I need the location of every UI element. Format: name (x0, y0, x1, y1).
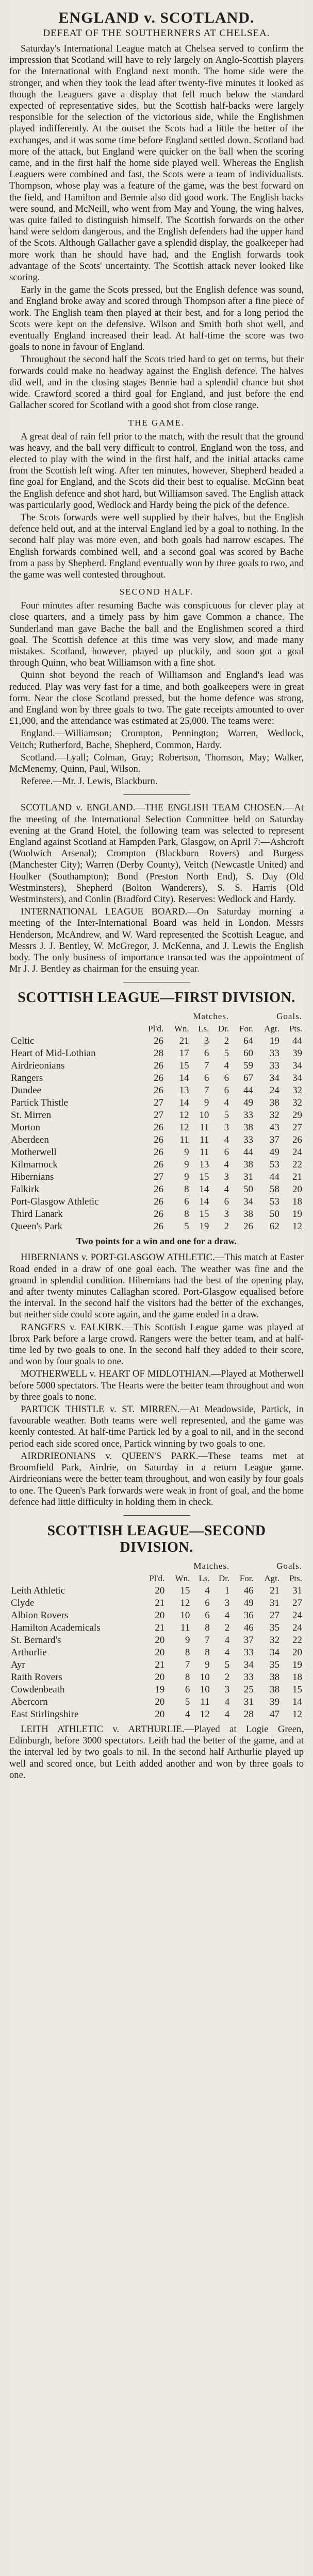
stat-cell: 53 (269, 1159, 279, 1171)
intro-paragraph-1: Saturday's International League match at Chelsea served to confirm the impression that Scotland will have to rely largely on Anglo-Scottish players for the International with England next month. The home side were the stronger, and when they took the lead after twenty-five minutes it looked as though the Leaguers gave a display that fell much below the standard expected of representative sides, but the Scottish half-backs were largely responsible for the selection of the victorious side, while the Englishmen played indifferently. At the outset the Scots had a little the better of the exchanges, and it was some time before England settled down. Scotland had more of the attack, but England were quicker on the ball when the scoring came, and in the first half the home side played well. Whereas the English Leaguers were combined and fast, the Scots were a team of individualists. Thompson, whose play was a feature of the game, was the best forward on the field, and Hamilton and Bennie also did good work. The English backs were sound, and McNeill, who went from May and Young, the wing halves, was quite failed to distinguish himself. The Scottish forwards on the other hand were seldom dangerous, and the English defenders had the upper hand of the Scots. Although Gallacher gave a splendid display, the goalkeeper had more work than he should have had, and the English forwards took advantage of the Scots' uncertainty. The Scottish attack never looked like scoring. (9, 43, 304, 283)
stat-cell: 4 (224, 1134, 229, 1146)
stat-cell: 27 (292, 1122, 302, 1133)
stat-cell: 47 (270, 1708, 280, 1720)
team-name-cell: Falkirk (11, 1184, 39, 1195)
team-name-cell: Hamilton Academicals (11, 1622, 101, 1633)
stat-cell: 5 (185, 1696, 190, 1707)
team-name-cell: Arthurlie (11, 1647, 47, 1658)
stat-cell: 21 (270, 1585, 280, 1596)
stat-cell: 39 (270, 1696, 280, 1707)
stat-cell: 26 (154, 1221, 164, 1232)
intro-paragraph-3: Throughout the second half the Scots tried hard to get on terms, but their forwards could make no headway against the English defence. The halves did well, and in the closing stages Bennie had a splendid chance but shot wide. Crawford scored a third goal for England, and just before the end Gallacher scored for Scotland with a good shot from close range. (9, 354, 304, 411)
stat-cell: 26 (154, 1159, 164, 1171)
stat-cell: 38 (270, 1671, 280, 1683)
stat-cell: 4 (224, 1708, 230, 1720)
stat-cell: 44 (269, 1172, 279, 1183)
stat-cell: 38 (243, 1122, 253, 1133)
column-header: Ls. (198, 1024, 209, 1034)
stat-cell: 26 (154, 1060, 164, 1072)
stat-cell: 27 (292, 1597, 302, 1608)
team-name-cell: Port-Glasgow Athletic (11, 1196, 99, 1208)
stat-cell: 12 (292, 1708, 302, 1720)
stat-cell: 14 (199, 1184, 209, 1195)
stat-cell: 19 (292, 1659, 302, 1670)
table-row (9, 1708, 304, 1721)
goals-group-label: Goals. (276, 1011, 302, 1022)
newspaper-column (9, 0, 304, 2576)
table-row (9, 1122, 304, 1134)
table-row (9, 1097, 304, 1109)
table-row (9, 1171, 304, 1183)
stat-cell: 24 (269, 1085, 279, 1096)
stat-cell: 21 (155, 1597, 165, 1608)
points-note: Two points for a win and one for a draw. (76, 1236, 237, 1247)
stat-cell: 22 (292, 1159, 302, 1171)
stat-cell: 11 (200, 1696, 210, 1707)
stat-cell: 10 (200, 1671, 210, 1683)
stat-cell: 31 (243, 1172, 253, 1183)
stat-cell: 13 (179, 1085, 189, 1096)
stat-cell: 31 (292, 1585, 302, 1596)
stat-cell: 26 (154, 1073, 164, 1084)
team-name-cell: Abercorn (11, 1696, 48, 1707)
stat-cell: 60 (243, 1048, 253, 1059)
stat-cell: 9 (184, 1147, 189, 1158)
stat-cell: 27 (154, 1097, 164, 1109)
stat-cell: 15 (199, 1172, 209, 1183)
stat-cell: 11 (200, 1122, 209, 1133)
stat-cell: 50 (243, 1184, 253, 1195)
team-name-cell: Celtic (11, 1036, 35, 1047)
stat-cell: 14 (199, 1196, 209, 1208)
stat-cell: 3 (224, 1684, 230, 1695)
stat-cell: 6 (204, 1048, 209, 1059)
stat-cell: 38 (243, 1209, 253, 1220)
matches-group-label: Matches. (193, 1561, 230, 1571)
stat-cell: 62 (269, 1221, 279, 1232)
column-header: Pl'd. (149, 1573, 165, 1583)
stat-cell: 4 (224, 1097, 229, 1109)
team-name-cell: East Stirlingshire (11, 1708, 79, 1720)
stat-cell: 38 (270, 1684, 280, 1695)
column-header: Pl'd. (148, 1024, 164, 1034)
table-row (9, 1060, 304, 1072)
team-name-cell: St. Mirren (11, 1110, 52, 1121)
stat-cell: 12 (200, 1708, 210, 1720)
stat-cell: 18 (292, 1196, 302, 1208)
stat-cell: 34 (269, 1073, 279, 1084)
stat-cell: 4 (224, 1159, 229, 1171)
stat-cell: 64 (243, 1036, 253, 1047)
stat-cell: 33 (269, 1048, 279, 1059)
stat-cell: 2 (224, 1622, 230, 1633)
stat-cell: 10 (200, 1684, 210, 1695)
stat-cell: 7 (204, 1060, 209, 1072)
stat-cell: 19 (199, 1221, 209, 1232)
goals-group-label: Goals. (276, 1561, 302, 1571)
stat-cell: 8 (185, 1671, 190, 1683)
game-paragraph-2: The Scots forwards were well supplied by their halves, but the English defence held out, and at the interval England led by a goal to nothing. In the second half play was more even, and both goals had narrow escapes. The English forwards combined well, and a second goal was scored by Bache from a pass by Shepherd. England eventually won by three goals to two, and the game was well contested throughout. (9, 512, 304, 580)
closing-report: LEITH ATHLETIC v. ARTHURLIE.—Played at Logie Green, Edinburgh, before 3000 spectators. Leith had the better of the game, and at the interval led by two goals to nil. In the second half Arthurlie played up well and scored once, but Leith added another and won by three goals to one. (9, 1723, 304, 1781)
column-header: For. (239, 1024, 253, 1034)
stat-cell: 8 (184, 1209, 189, 1220)
column-header: Agt. (264, 1024, 279, 1034)
stat-cell: 20 (155, 1696, 165, 1707)
stat-cell: 49 (269, 1147, 279, 1158)
stat-cell: 46 (243, 1622, 254, 1633)
stat-cell: 11 (180, 1622, 190, 1633)
stat-cell: 50 (269, 1209, 279, 1220)
stat-cell: 31 (243, 1696, 254, 1707)
stat-cell: 38 (269, 1097, 279, 1109)
table-body (9, 1585, 304, 1721)
column-header: Ls. (199, 1573, 210, 1583)
table-row (9, 1634, 304, 1647)
stat-cell: 21 (292, 1172, 302, 1183)
match-report-1: HIBERNIANS v. PORT-GLASGOW ATHLETIC.—This match at Easter Road ended in a draw of one goal each. The weather was fine and the ground in splendid condition. Hibernians had the best of the opening play, and after twenty minutes Callaghan scored. Port-Glasgow equalised before the interval. In the second half the visitors had the better of the exchanges, but neither side could score again, and the game ended in a draw. (9, 1252, 304, 1320)
stat-cell: 11 (179, 1134, 189, 1146)
stat-cell: 33 (269, 1060, 279, 1072)
stat-cell: 33 (243, 1647, 254, 1658)
team-name-cell: Rangers (11, 1073, 43, 1084)
stat-cell: 34 (243, 1659, 254, 1670)
stat-cell: 36 (243, 1609, 254, 1621)
stat-cell: 1 (224, 1585, 230, 1596)
stat-cell: 3 (224, 1122, 229, 1133)
stat-cell: 33 (243, 1671, 254, 1683)
stat-cell: 9 (204, 1097, 209, 1109)
stat-cell: 2 (224, 1036, 229, 1047)
stat-cell: 8 (205, 1622, 210, 1633)
stat-cell: 49 (243, 1097, 253, 1109)
stat-cell: 3 (224, 1209, 229, 1220)
table-row (9, 1146, 304, 1159)
stat-cell: 32 (269, 1110, 279, 1121)
stat-cell: 6 (224, 1147, 229, 1158)
stat-cell: 20 (292, 1647, 302, 1658)
stat-cell: 26 (154, 1134, 164, 1146)
stat-cell: 12 (179, 1122, 189, 1133)
stat-cell: 21 (155, 1659, 165, 1670)
team-name-cell: St. Bernard's (11, 1634, 61, 1646)
stat-cell: 44 (292, 1036, 302, 1047)
stat-cell: 12 (292, 1221, 302, 1232)
stat-cell: 22 (292, 1634, 302, 1646)
stat-cell: 38 (243, 1159, 253, 1171)
stat-cell: 26 (154, 1085, 164, 1096)
stat-cell: 9 (184, 1172, 189, 1183)
stat-cell: 14 (179, 1073, 189, 1084)
stat-cell: 26 (243, 1221, 253, 1232)
stat-cell: 18 (292, 1671, 302, 1683)
stat-cell: 6 (224, 1196, 229, 1208)
stat-cell: 19 (292, 1209, 302, 1220)
stat-cell: 13 (199, 1159, 209, 1171)
stat-cell: 37 (243, 1634, 254, 1646)
column-header: Wn. (174, 1024, 189, 1034)
second-division-table (9, 1560, 304, 1721)
stat-cell: 44 (243, 1147, 253, 1158)
column-header: Dr. (218, 1024, 229, 1034)
team-name-cell: Clyde (11, 1597, 35, 1608)
table-column-headers (9, 1572, 304, 1585)
section-second-half: SECOND HALF. (119, 587, 194, 597)
stat-cell: 32 (270, 1634, 280, 1646)
stat-cell: 53 (269, 1196, 279, 1208)
stat-cell: 43 (269, 1122, 279, 1133)
notice-league-board: INTERNATIONAL LEAGUE BOARD.—On Saturday morning a meeting of the Inter-International Board was held in London. Messrs Henderson, McAndrew, and W. Ward represented the Scottish League, and Messrs J. J. Bentley, W. McGregor, J. McKenna, and J. Lewis the English body. The only business of importance transacted was the appointment of Mr J. J. Bentley as chairman for the ensuing year. (9, 906, 304, 975)
stat-cell: 26 (154, 1122, 164, 1133)
stat-cell: 4 (224, 1634, 230, 1646)
stat-cell: 24 (292, 1147, 302, 1158)
table-row (9, 1671, 304, 1684)
stat-cell: 4 (224, 1060, 229, 1072)
team-name-cell: Third Lanark (11, 1209, 63, 1220)
stat-cell: 7 (185, 1659, 190, 1670)
intro-paragraph-2: Early in the game the Scots pressed, but the English defence was sound, and England broke away and scored through Thompson after a fine piece of work. The English team then played at their best, and for a long period the Scots were kept on the defensive. Wilson and Smith both shot well, and eventually England increased their lead. At half-time the score was two goals to none in favour of England. (9, 284, 304, 353)
team-scotland: Scotland.—Lyall; Colman, Gray; Robertson, Thomson, May; Walker, McMenemy, Quinn, Paul, Wilson. (9, 752, 304, 774)
stat-cell: 6 (205, 1609, 210, 1621)
table-row (9, 1196, 304, 1208)
game-paragraph-1: A great deal of rain fell prior to the match, with the result that the ground was heavy, and the ball very difficult to control. England won the toss, and elected to play with the wind in the first half, and the initial attacks came from the Scottish left wing. After ten minutes, however, Shepherd headed a fine goal for England, and the Scots did their best to equalise. McGinn beat the English defence and shot hard, but Williamson saved. The English attack was particularly good, Wedlock and Hardy being the pick of the defence. (9, 431, 304, 511)
table-row (9, 1609, 304, 1622)
stat-cell: 6 (185, 1684, 190, 1695)
stat-cell: 59 (243, 1060, 253, 1072)
column-header: Dr. (218, 1573, 230, 1583)
second-division-title: SCOTTISH LEAGUE—SECOND DIVISION. (47, 1522, 266, 1555)
stat-cell: 37 (269, 1134, 279, 1146)
stat-cell: 24 (292, 1622, 302, 1633)
stat-cell: 12 (180, 1597, 190, 1608)
match-report-4: PARTICK THISTLE v. ST. MIRREN.—At Meadowside, Partick, in favourable weather. Both teams were well represented, and the game was keenly contested. At half-time Partick led by a goal to nil, and in the second period each side scored once, Partick winning by two goals to one. (9, 1404, 304, 1449)
team-england: England.—Williamson; Crompton, Pennington; Warren, Wedlock, Veitch; Rutherford, Bache, Shepherd, Common, Hardy. (9, 728, 304, 751)
stat-cell: 8 (184, 1184, 189, 1195)
stat-cell: 9 (185, 1634, 190, 1646)
column-header (9, 1023, 139, 1035)
headline: ENGLAND v. SCOTLAND. (58, 9, 255, 26)
stat-cell: 20 (155, 1647, 165, 1658)
stat-cell: 26 (154, 1196, 164, 1208)
table-row (9, 1109, 304, 1122)
stat-cell: 46 (243, 1585, 254, 1596)
stat-cell: 44 (243, 1085, 253, 1096)
stat-cell: 9 (205, 1659, 210, 1670)
first-division-title: SCOTTISH LEAGUE—FIRST DIVISION. (18, 990, 295, 1006)
column-header (9, 1572, 140, 1585)
team-name-cell: Leith Athletic (11, 1585, 65, 1596)
table-row (9, 1659, 304, 1671)
stat-cell: 17 (179, 1048, 189, 1059)
stat-cell: 34 (292, 1073, 302, 1084)
team-name-cell: Kilmarnock (11, 1159, 58, 1171)
team-name-cell: Morton (11, 1122, 40, 1133)
table-row (9, 1208, 304, 1221)
team-name-cell: Partick Thistle (11, 1097, 68, 1109)
match-report-2: RANGERS v. FALKIRK.—This Scottish League game was played at Ibrox Park before a large crowd. Rangers were the better team, and at half-time led by two goals to one. In the second half they added to their score, and won by four goals to one. (9, 1321, 304, 1367)
stat-cell: 10 (180, 1609, 190, 1621)
team-name-cell: Aberdeen (11, 1134, 49, 1146)
column-header: For. (239, 1573, 254, 1583)
stat-cell: 11 (200, 1134, 209, 1146)
stat-cell: 15 (292, 1684, 302, 1695)
stat-cell: 9 (184, 1159, 189, 1171)
column-header: Wn. (175, 1573, 190, 1583)
stat-cell: 24 (292, 1609, 302, 1621)
stat-cell: 5 (184, 1221, 189, 1232)
stat-cell: 21 (155, 1622, 165, 1633)
table-row (9, 1084, 304, 1097)
team-name-cell: Heart of Mid-Lothian (11, 1048, 96, 1059)
stat-cell: 4 (185, 1708, 190, 1720)
table-body (9, 1035, 304, 1233)
second-paragraph-1: Four minutes after resuming Bache was conspicuous for clever play at close quarters, and a timely pass by him gave Common a chance. The Sunderland man gave Bache the ball and the Englishmen scored a third goal. The Scottish defence at this time was very slow, and made many mistakes. Scotland, however, played up pluckily, and soon got a goal through Quinn, who beat Williamson with a fine shot. (9, 600, 304, 669)
stat-cell: 4 (224, 1696, 230, 1707)
stat-cell: 27 (270, 1609, 280, 1621)
divider (123, 1515, 190, 1516)
stat-cell: 31 (270, 1597, 280, 1608)
matches-group-label: Matches. (193, 1011, 229, 1022)
divider (123, 794, 190, 795)
stat-cell: 67 (243, 1073, 253, 1084)
table-row (9, 1047, 304, 1060)
stat-cell: 32 (292, 1097, 302, 1109)
stat-cell: 15 (180, 1585, 190, 1596)
stat-cell: 10 (199, 1110, 209, 1121)
stat-cell: 3 (224, 1597, 230, 1608)
table-row (9, 1134, 304, 1146)
stat-cell: 58 (269, 1184, 279, 1195)
stat-cell: 19 (269, 1036, 279, 1047)
stat-cell: 19 (155, 1684, 165, 1695)
table-row (9, 1035, 304, 1047)
table-row (9, 1159, 304, 1171)
stat-cell: 20 (155, 1634, 165, 1646)
stat-cell: 26 (154, 1147, 164, 1158)
table-row (9, 1696, 304, 1708)
stat-cell: 4 (205, 1585, 210, 1596)
column-header: Agt. (264, 1573, 280, 1583)
stat-cell: 6 (205, 1597, 210, 1608)
stat-cell: 4 (224, 1184, 229, 1195)
table-row (9, 1647, 304, 1659)
stat-cell: 15 (199, 1209, 209, 1220)
stat-cell: 26 (154, 1209, 164, 1220)
team-name-cell: Hibernians (11, 1172, 54, 1183)
stat-cell: 6 (184, 1196, 189, 1208)
stat-cell: 3 (204, 1036, 209, 1047)
stat-cell: 7 (204, 1085, 209, 1096)
column-header: Pts. (289, 1024, 302, 1034)
stat-cell: 34 (243, 1196, 253, 1208)
referee: Referee.—Mr. J. Lewis, Blackburn. (21, 776, 158, 787)
stat-cell: 8 (185, 1647, 190, 1658)
team-name-cell: Airdrieonians (11, 1060, 65, 1072)
match-report-5: AIRDRIEONIANS v. QUEEN'S PARK.—These teams met at Broomfield Park, Airdrie, on Saturday in a return League game. Airdrieonians were the better team throughout, and won easily by four goals to one. The Queen's Park forwards were weak in front of goal, and the home defence had little difficulty in holding them in check. (9, 1450, 304, 1507)
stat-cell: 20 (155, 1609, 165, 1621)
table-row (9, 1622, 304, 1634)
stat-cell: 33 (243, 1110, 253, 1121)
stat-cell: 34 (270, 1647, 280, 1658)
first-division-table (9, 1010, 304, 1233)
stat-cell: 26 (292, 1134, 302, 1146)
stat-cell: 33 (243, 1134, 253, 1146)
stat-cell: 4 (224, 1647, 230, 1658)
stat-cell: 20 (292, 1184, 302, 1195)
stat-cell: 21 (179, 1036, 189, 1047)
stat-cell: 5 (224, 1048, 229, 1059)
stat-cell: 27 (154, 1172, 164, 1183)
stat-cell: 6 (204, 1073, 209, 1084)
stat-cell: 25 (243, 1684, 254, 1695)
stat-cell: 15 (179, 1060, 189, 1072)
stat-cell: 28 (154, 1048, 164, 1059)
stat-cell: 2 (224, 1221, 229, 1232)
stat-cell: 32 (292, 1085, 302, 1096)
stat-cell: 20 (155, 1708, 165, 1720)
table-group-header (9, 1010, 304, 1023)
stat-cell: 39 (292, 1048, 302, 1059)
stat-cell: 49 (243, 1597, 254, 1608)
stat-cell: 26 (154, 1036, 164, 1047)
column-header: Pts. (289, 1573, 302, 1583)
team-name-cell: Cowdenbeath (11, 1684, 65, 1695)
table-group-header (9, 1560, 304, 1572)
table-row (9, 1183, 304, 1196)
stat-cell: 26 (154, 1184, 164, 1195)
team-name-cell: Ayr (11, 1659, 25, 1670)
stat-cell: 5 (224, 1110, 229, 1121)
stat-cell: 35 (270, 1659, 280, 1670)
table-row (9, 1221, 304, 1233)
stat-cell: 20 (155, 1671, 165, 1683)
table-row (9, 1585, 304, 1597)
stat-cell: 2 (224, 1671, 230, 1683)
table-row (9, 1597, 304, 1609)
table-row (9, 1072, 304, 1084)
stat-cell: 29 (292, 1110, 302, 1121)
table-column-headers (9, 1023, 304, 1035)
stat-cell: 6 (224, 1073, 229, 1084)
stat-cell: 14 (179, 1097, 189, 1109)
stat-cell: 35 (270, 1622, 280, 1633)
team-name-cell: Dundee (11, 1085, 42, 1096)
stat-cell: 34 (292, 1060, 302, 1072)
stat-cell: 28 (243, 1708, 254, 1720)
stat-cell: 6 (224, 1085, 229, 1096)
team-name-cell: Raith Rovers (11, 1671, 62, 1683)
team-name-cell: Queen's Park (11, 1221, 62, 1232)
stat-cell: 8 (205, 1647, 210, 1658)
stat-cell: 3 (224, 1172, 229, 1183)
team-name-cell: Albion Rovers (11, 1609, 69, 1621)
notice-english-team: SCOTLAND v. ENGLAND.—THE ENGLISH TEAM CHOSEN.—At the meeting of the International Selection Committee held on Saturday evening at the Grand Hotel, the following team was selected to represent England against Scotland at Hampden Park, Glasgow, on April 7:—Ashcroft (Woolwich Arsenal); Crompton (Blackburn Rovers) and Burgess (Manchester City); Warren (Derby County), Veitch (Newcastle United) and Houlker (Southampton); Bond (Preston North End), S. Day (Old Westminsters), Shepherd (Bolton Wanderers), S. S. Harris (Old Westminsters), and Conlin (Bradford City). Reserves: Wedlock and Hardy. (9, 802, 304, 905)
team-name-cell: Motherwell (11, 1147, 57, 1158)
section-the-game: THE GAME. (128, 417, 185, 428)
stat-cell: 7 (205, 1634, 210, 1646)
stat-cell: 27 (154, 1110, 164, 1121)
stat-cell: 5 (224, 1659, 230, 1670)
stat-cell: 11 (200, 1147, 209, 1158)
match-report-3: MOTHERWELL v. HEART OF MIDLOTHIAN.—Played at Motherwell before 5000 spectators. The Hearts were the better team throughout and won by three goals to none. (9, 1368, 304, 1402)
stat-cell: 20 (155, 1585, 165, 1596)
second-paragraph-2: Quinn shot beyond the reach of Williamson and England's lead was reduced. Play was very fast for a time, and both goalkeepers were in great form. Near the close Scotland pressed, but the home defence was strong, and England won by three goals to two. The gate receipts amounted to over £1,000, and the attendance was estimated at 25,000. The teams were: (9, 670, 304, 727)
stat-cell: 14 (292, 1696, 302, 1707)
table-row (9, 1684, 304, 1696)
subheadline: DEFEAT OF THE SOUTHERNERS AT CHELSEA. (43, 28, 270, 39)
stat-cell: 4 (224, 1609, 230, 1621)
stat-cell: 12 (179, 1110, 189, 1121)
